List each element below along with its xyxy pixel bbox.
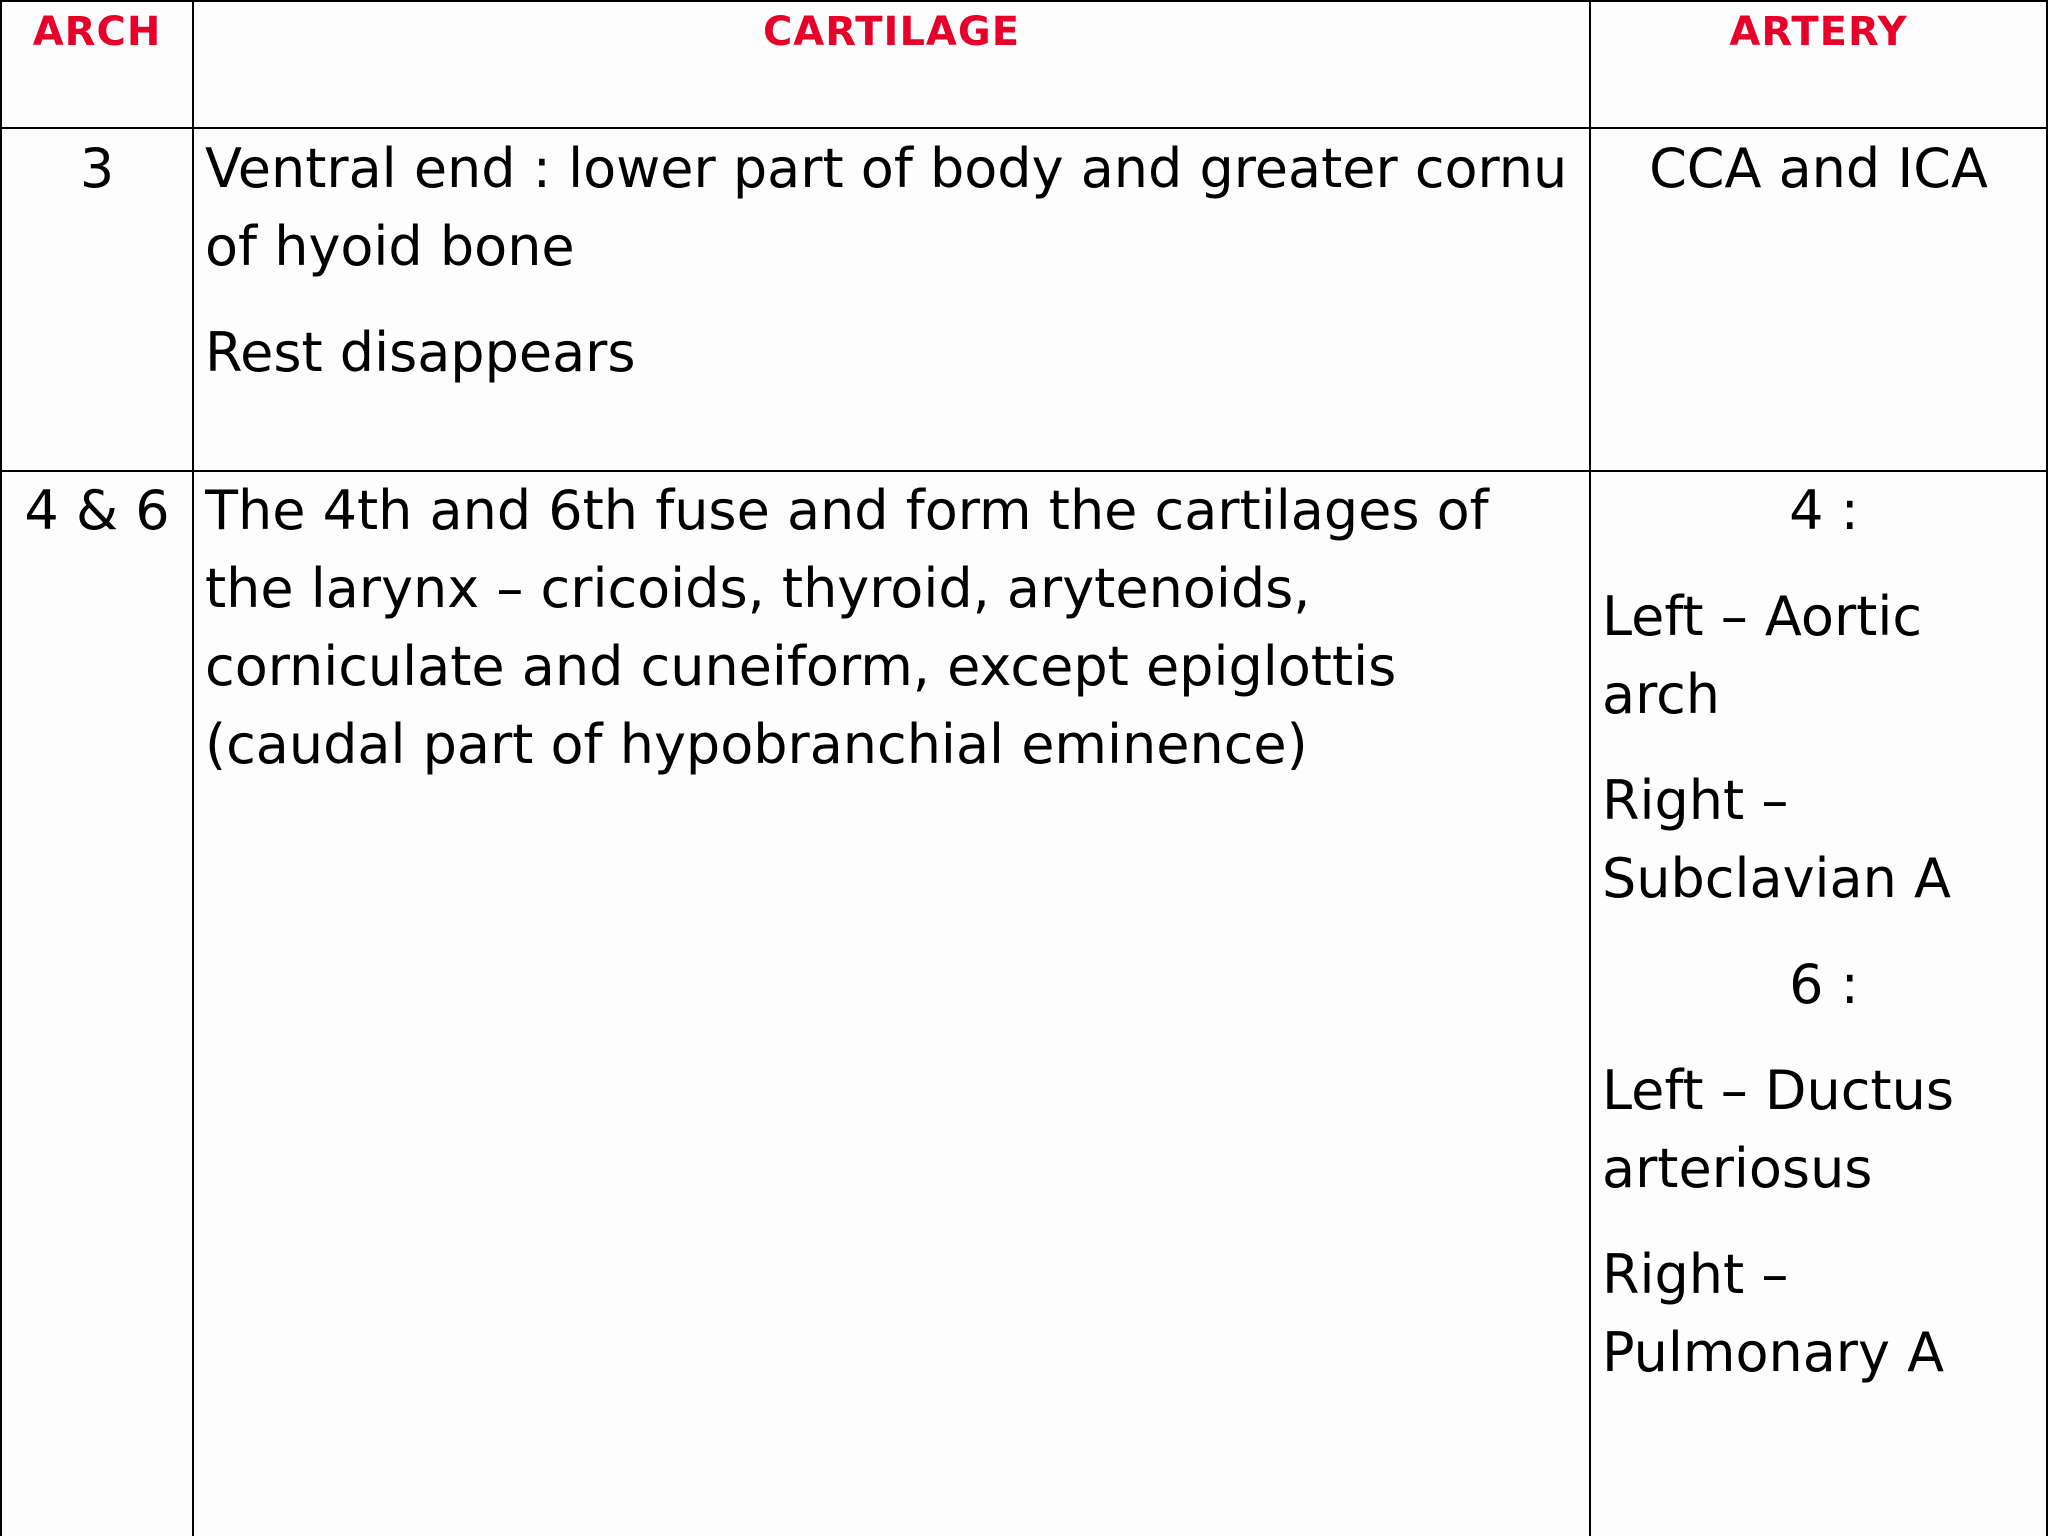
row-4-6-arch: 4 & 6 <box>24 479 170 542</box>
artery-group-4-heading: 4 : <box>1789 479 1859 542</box>
row-3-artery <box>1591 130 2046 468</box>
row-3-cartilage-line: Rest disappears <box>205 321 636 384</box>
header-artery: ARTERY <box>1729 9 1908 55</box>
header-arch: ARCH <box>32 9 162 55</box>
row-4-6-artery <box>1602 472 2046 1536</box>
column-divider-arch <box>192 0 194 1536</box>
row-3-cartilage <box>205 130 1587 468</box>
row-4-6-cartilage-line: The 4th and 6th fuse and form the cartilages of the larynx – cricoids, thyroid, arytenoids, corniculate and cuneiform, except epiglottis (caudal part of hypobranchial eminence) <box>205 479 1489 776</box>
header-row-divider <box>0 127 2048 129</box>
artery-right-6: Right – Pulmonary A <box>1602 1243 1945 1384</box>
row-3-cartilage-line: Ventral end : lower part of body and greater cornu of hyoid bone <box>205 137 1568 278</box>
artery-left-4: Left – Aortic arch <box>1602 585 1923 726</box>
row-3-arch: 3 <box>79 137 115 200</box>
artery-left-6: Left – Ductus arteriosus <box>1602 1059 1954 1200</box>
header-cartilage: CARTILAGE <box>762 9 1021 55</box>
row-3-artery-line: CCA and ICA <box>1649 137 1988 200</box>
artery-group-6-heading: 6 : <box>1789 953 1859 1016</box>
row-4-6-cartilage <box>205 472 1587 1536</box>
artery-right-4: Right – Subclavian A <box>1602 769 1951 910</box>
